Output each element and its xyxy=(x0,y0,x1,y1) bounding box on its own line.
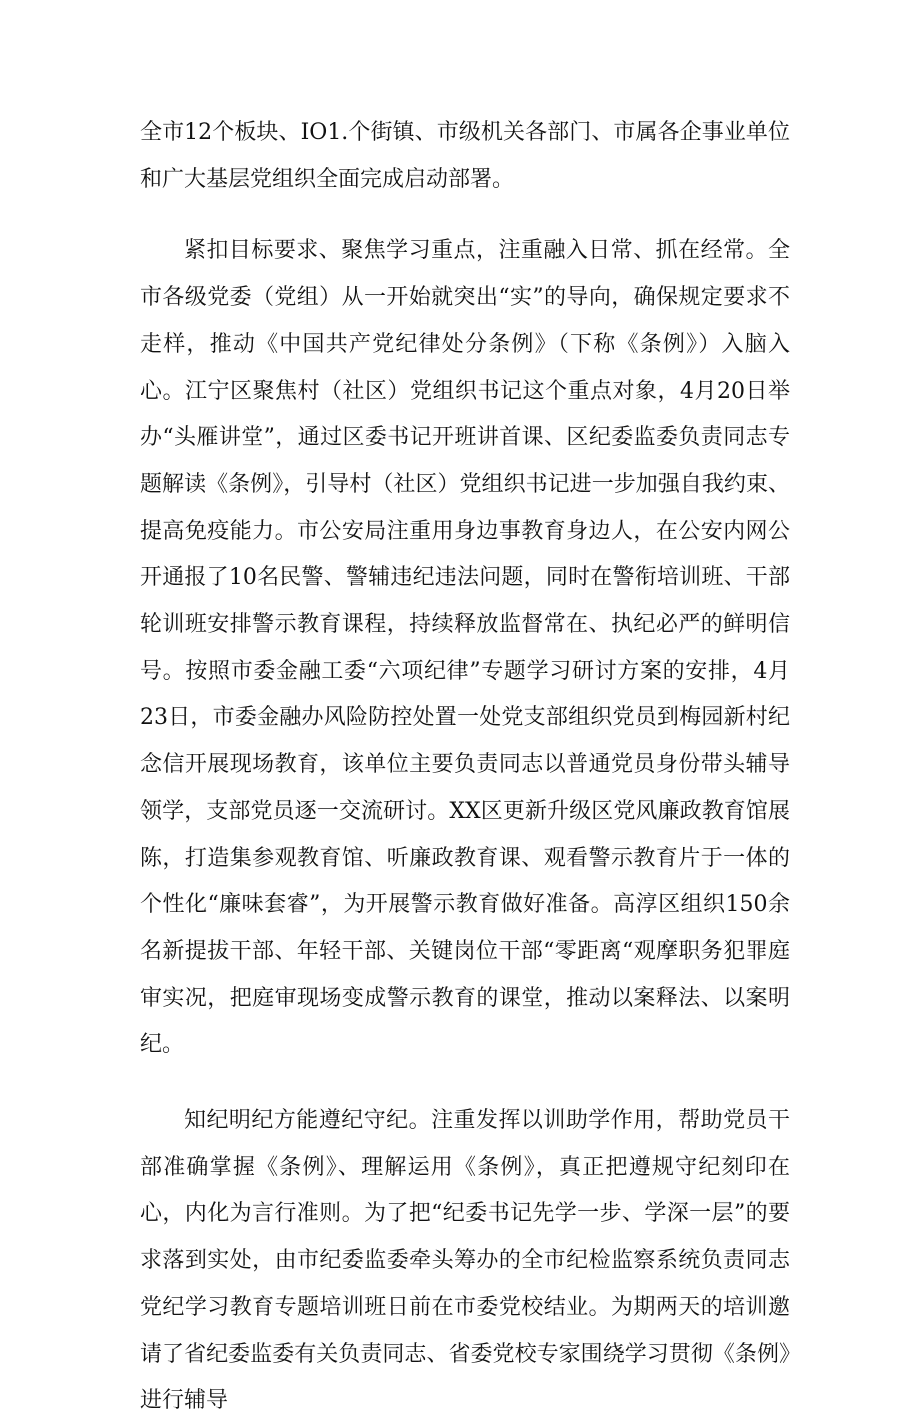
paragraph-3: 知纪明纪方能遵纪守纪。注重发挥以训助学作用，帮助党员干部准确掌握《条例》、理解运用《条例》，真正把遵规守纪刻印在心，内化为言行准则。为了把“纪委书记先学一步、学深一层”的要求落到实处，由市纪委监委牵头筹办的全市纪检监察系统负责同志党纪学习教育专题培训班日前在市委党校结业。为期两天的培训邀请了省纪委监委有关负责同志、省委党校专家围绕学习贯彻《条例》进行辅导 xyxy=(140,1108,790,1414)
document-body xyxy=(140,110,790,1425)
paragraph-1: 全市12个板块、IO1.个街镇、市级机关各部门、市属各企事业单位和广大基层党组织全面完成启动部署。 xyxy=(140,120,790,192)
paragraph-2: 紧扣目标要求、聚焦学习重点，注重融入日常、抓在经常。全市各级党委（党组）从一开始就突出“实”的导向，确保规定要求不走样，推动《中国共产党纪律处分条例》（下称《条例》）入脑入心。江宁区聚焦村（社区）党组织书记这个重点对象，4月20日举办“头雁讲堂”，通过区委书记开班讲首课、区纪委监委负责同志专题解读《条例》，引导村（社区）党组织书记进一步加强自我约束、提高免疫能力。市公安局注重用身边事教育身边人，在公安内网公开通报了10名民警、警辅违纪违法问题，同时在警衔培训班、干部轮训班安排警示教育课程，持续释放监督常在、执纪必严的鲜明信号。按照市委金融工委“六项纪律”专题学习研讨方案的安排，4月23日，市委金融办风险防控处置一处党支部组织党员到梅园新村纪念信开展现场教育，该单位主要负责同志以普通党员身份带头辅导领学，支部党员逐一交流研讨。XX区更新升级区党风廉政教育馆展陈，打造集参观教育馆、听廉政教育课、观看警示教育片于一体的个性化“廉味套睿”，为开展警示教育做好准备。高淳区组织150余名新提拔干部、年轻干部、关键岗位干部“零距离“观摩职务犯罪庭审实况，把庭审现场变成警示教育的课堂，推动以案释法、以案明纪。 xyxy=(140,238,790,1058)
